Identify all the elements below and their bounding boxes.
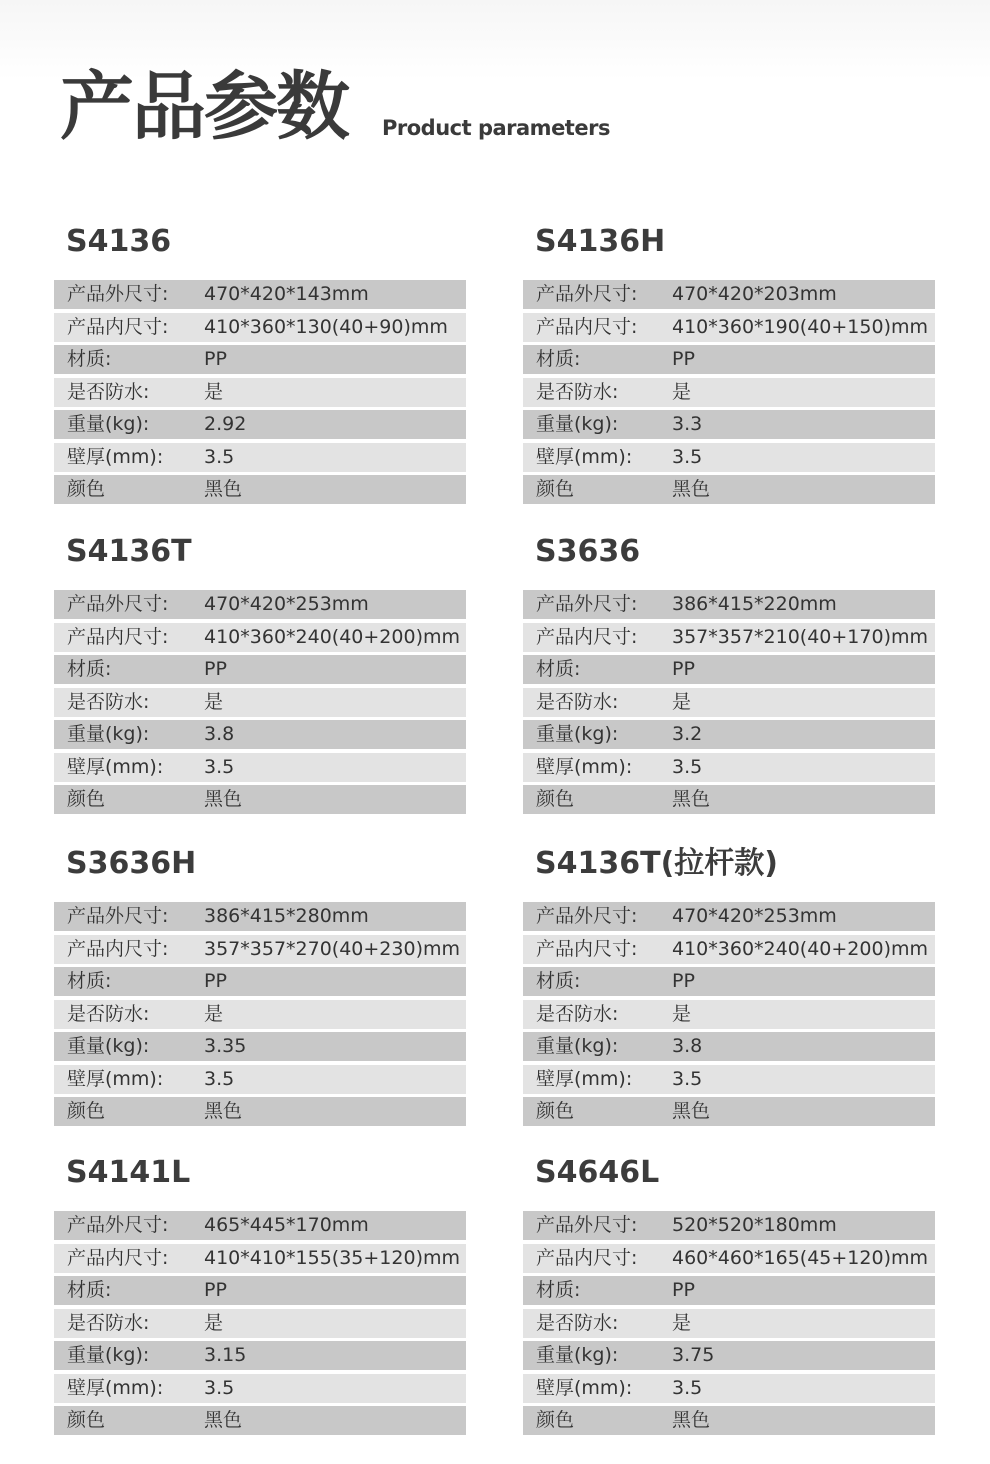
spec-row-inner [523,1244,935,1273]
spec-label: 产品外尺寸: [67,1214,169,1236]
spec-row-inner [54,623,466,652]
spec-label: 重量(kg): [67,413,150,435]
spec-value: 465*445*170mm [204,1214,369,1236]
spec-label: 重量(kg): [67,1344,150,1366]
spec-row-inner [523,935,935,964]
spec-row-thickness [523,1374,935,1403]
spec-row-material [54,655,466,684]
spec-value: 是 [672,1002,692,1025]
spec-label: 产品外尺寸: [536,593,638,615]
spec-label: 材质: [67,970,112,992]
spec-value: 3.5 [204,1376,235,1399]
spec-label: 是否防水: [536,690,619,713]
spec-row-outer [523,590,935,619]
spec-row-thickness [523,443,935,472]
spec-value: 3.15 [204,1344,247,1366]
spec-label: 壁厚(mm): [67,445,164,468]
spec-value: 470*420*203mm [672,283,837,305]
spec-label: 材质: [536,970,581,992]
spec-label: 是否防水: [536,1311,619,1334]
spec-value: 3.35 [204,1035,247,1057]
spec-label: 材质: [67,1279,112,1301]
spec-value: 是 [204,690,224,713]
spec-value: 386*415*220mm [672,593,837,615]
spec-label: 壁厚(mm): [67,755,164,778]
spec-row-thickness [54,753,466,782]
spec-label: 材质: [536,348,581,370]
spec-row-outer [54,280,466,309]
product-model: S4136T [66,534,192,569]
spec-label: 产品外尺寸: [536,905,638,927]
spec-row-color [523,785,935,814]
spec-value: 黑色 [204,788,243,810]
spec-label: 产品内尺寸: [536,625,638,648]
spec-row-outer [523,1211,935,1240]
spec-label: 颜色 [536,1100,575,1122]
product-model: S4141L [66,1155,191,1190]
spec-label: 产品外尺寸: [67,593,169,615]
spec-value: 3.5 [204,1067,235,1090]
spec-value: PP [672,970,695,992]
spec-row-material [523,967,935,996]
spec-row-inner [54,313,466,342]
spec-value: PP [204,658,227,680]
spec-row-outer [54,1211,466,1240]
spec-value: 黑色 [204,1409,243,1431]
spec-row-color [54,1406,466,1435]
spec-label: 颜色 [67,1409,106,1431]
spec-row-thickness [54,1065,466,1094]
spec-value: 2.92 [204,413,247,435]
spec-row-thickness [54,1374,466,1403]
spec-value: 520*520*180mm [672,1214,837,1236]
spec-row-inner [523,313,935,342]
spec-value: 470*420*143mm [204,283,369,305]
page-title: 产品参数 [60,64,348,150]
spec-value: 3.2 [672,723,703,745]
spec-label: 材质: [536,1279,581,1301]
spec-table [54,280,466,508]
spec-label: 是否防水: [67,1002,150,1025]
spec-label: 产品内尺寸: [536,315,638,338]
spec-label: 是否防水: [67,1311,150,1334]
spec-value: PP [672,658,695,680]
spec-row-color [523,1406,935,1435]
spec-value: 3.5 [204,755,235,778]
spec-row-weight [523,720,935,749]
spec-row-material [523,345,935,374]
spec-row-weight [54,1341,466,1370]
spec-value: 黑色 [672,1100,711,1122]
spec-value: 黑色 [204,1100,243,1122]
spec-row-color [523,475,935,504]
spec-row-material [523,1276,935,1305]
spec-table [523,590,935,818]
spec-value: 是 [204,380,224,403]
spec-label: 产品外尺寸: [67,905,169,927]
spec-value: 是 [672,380,692,403]
spec-row-outer [523,280,935,309]
spec-row-material [54,1276,466,1305]
product-model: S3636 [535,534,641,569]
spec-label: 壁厚(mm): [536,1067,633,1090]
spec-value: 470*420*253mm [672,905,837,927]
spec-label: 是否防水: [67,690,150,713]
spec-label: 产品内尺寸: [536,1246,638,1269]
spec-value: 3.3 [672,413,703,435]
spec-value: 黑色 [204,478,243,500]
spec-table [523,280,935,508]
spec-row-waterproof [54,688,466,717]
spec-label: 重量(kg): [536,723,619,745]
spec-row-weight [54,720,466,749]
spec-label: 产品外尺寸: [536,1214,638,1236]
spec-row-waterproof [523,378,935,407]
spec-row-waterproof [54,1000,466,1029]
spec-row-waterproof [523,688,935,717]
spec-row-waterproof [523,1309,935,1338]
spec-value: 357*357*270(40+230)mm [204,937,460,960]
spec-row-color [523,1097,935,1126]
spec-row-weight [523,410,935,439]
spec-value: 3.5 [204,445,235,468]
spec-value: 410*410*155(35+120)mm [204,1246,460,1269]
spec-value: 3.75 [672,1344,715,1366]
spec-row-weight [54,410,466,439]
spec-label: 重量(kg): [67,723,150,745]
spec-value: 386*415*280mm [204,905,369,927]
spec-label: 重量(kg): [536,413,619,435]
spec-row-material [523,655,935,684]
spec-value: 3.5 [672,1376,703,1399]
spec-label: 壁厚(mm): [67,1376,164,1399]
spec-value: PP [672,1279,695,1301]
spec-label: 产品内尺寸: [67,625,169,648]
spec-label: 产品内尺寸: [536,937,638,960]
spec-value: PP [204,348,227,370]
spec-value: 3.5 [672,445,703,468]
spec-label: 重量(kg): [536,1344,619,1366]
product-model: S3636H [66,846,197,881]
product-model: S4136T(拉杆款) [535,846,778,881]
spec-row-thickness [54,443,466,472]
spec-row-waterproof [54,1309,466,1338]
spec-value: PP [204,1279,227,1301]
spec-label: 是否防水: [536,1002,619,1025]
spec-row-material [54,967,466,996]
spec-value: 黑色 [672,478,711,500]
spec-value: 470*420*253mm [204,593,369,615]
spec-row-thickness [523,753,935,782]
spec-row-weight [54,1032,466,1061]
spec-label: 重量(kg): [536,1035,619,1057]
spec-row-waterproof [523,1000,935,1029]
product-model: S4646L [535,1155,660,1190]
spec-table [523,1211,935,1439]
spec-row-inner [523,623,935,652]
spec-label: 颜色 [67,1100,106,1122]
spec-label: 壁厚(mm): [536,755,633,778]
spec-value: 3.8 [204,723,235,745]
spec-label: 重量(kg): [67,1035,150,1057]
spec-value: 黑色 [672,788,711,810]
spec-row-outer [54,902,466,931]
spec-value: PP [204,970,227,992]
spec-label: 材质: [536,658,581,680]
spec-label: 颜色 [536,788,575,810]
spec-value: 410*360*190(40+150)mm [672,315,928,338]
spec-value: 410*360*130(40+90)mm [204,315,448,338]
spec-label: 产品内尺寸: [67,937,169,960]
spec-row-material [54,345,466,374]
spec-label: 产品外尺寸: [536,283,638,305]
spec-label: 颜色 [536,1409,575,1431]
product-model: S4136 [66,224,172,259]
product-model: S4136H [535,224,666,259]
spec-value: 3.5 [672,1067,703,1090]
page-subtitle: Product parameters [382,116,610,140]
spec-label: 是否防水: [67,380,150,403]
spec-label: 壁厚(mm): [536,1376,633,1399]
spec-label: 材质: [67,348,112,370]
spec-row-color [54,785,466,814]
spec-row-inner [54,1244,466,1273]
spec-label: 产品内尺寸: [67,1246,169,1269]
spec-table [523,902,935,1130]
spec-value: 3.5 [672,755,703,778]
spec-label: 产品内尺寸: [67,315,169,338]
spec-row-weight [523,1341,935,1370]
spec-table [54,1211,466,1439]
spec-label: 颜色 [536,478,575,500]
spec-row-color [54,475,466,504]
spec-value: 410*360*240(40+200)mm [672,937,928,960]
spec-value: 410*360*240(40+200)mm [204,625,460,648]
spec-value: 是 [204,1311,224,1334]
spec-row-outer [54,590,466,619]
spec-value: PP [672,348,695,370]
spec-label: 壁厚(mm): [536,445,633,468]
spec-row-thickness [523,1065,935,1094]
spec-table [54,590,466,818]
page-header [60,62,940,152]
spec-row-outer [523,902,935,931]
spec-value: 是 [672,690,692,713]
spec-row-color [54,1097,466,1126]
spec-label: 产品外尺寸: [67,283,169,305]
spec-value: 357*357*210(40+170)mm [672,625,928,648]
spec-row-inner [54,935,466,964]
spec-value: 是 [672,1311,692,1334]
spec-row-weight [523,1032,935,1061]
spec-label: 材质: [67,658,112,680]
spec-value: 黑色 [672,1409,711,1431]
spec-label: 壁厚(mm): [67,1067,164,1090]
spec-value: 3.8 [672,1035,703,1057]
spec-table [54,902,466,1130]
spec-label: 颜色 [67,788,106,810]
spec-value: 460*460*165(45+120)mm [672,1246,928,1269]
spec-label: 颜色 [67,478,106,500]
spec-label: 是否防水: [536,380,619,403]
spec-row-waterproof [54,378,466,407]
spec-value: 是 [204,1002,224,1025]
